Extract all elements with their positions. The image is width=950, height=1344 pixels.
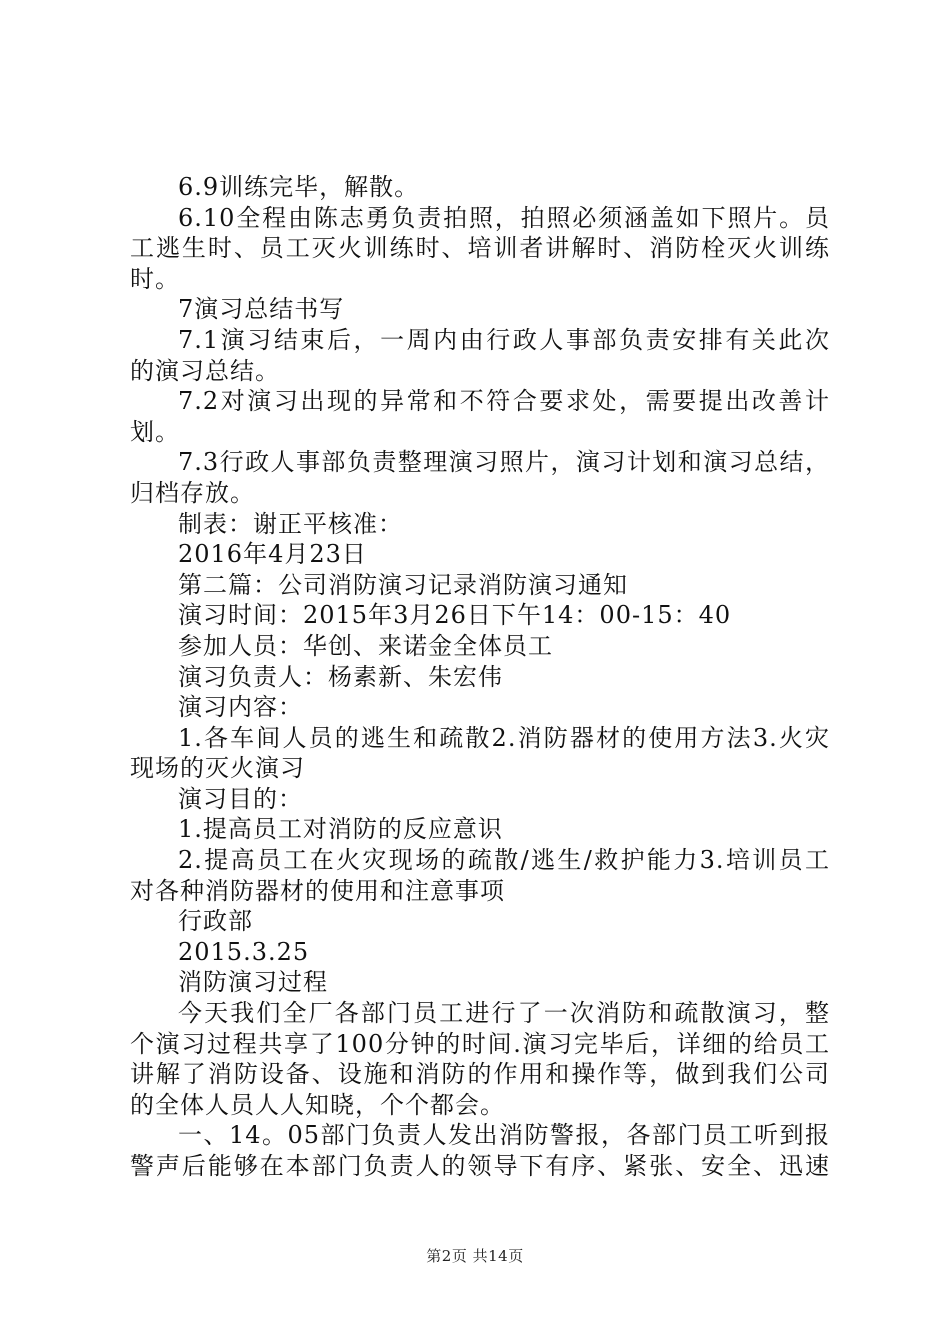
page-number-footer: 第2页 共14页 [426,1247,524,1265]
text-line: 对各种消防器材的使用和注意事项 [130,876,505,905]
text-line: 时。 [130,264,180,293]
text-line: 第二篇：公司消防演习记录消防演习通知 [178,570,628,599]
text-line: 7.1演习结束后，一周内由行政人事部负责安排有关此次 [178,325,830,354]
text-line: 一、14。05部门负责人发出消防警报，各部门员工听到报 [178,1121,830,1150]
text-line: 讲解了消防设备、设施和消防的作用和操作等，做到我们公司 [130,1060,830,1089]
text-line: 演习时间：2015年3月26日下午14：00-15：40 [178,601,732,630]
text-line: 今天我们全厂各部门员工进行了一次消防和疏散演习，整 [178,999,830,1028]
text-line: 的全体人员人人知晓，个个都会。 [130,1090,505,1119]
text-line: 行政部 [178,907,253,936]
text-line: 6.10全程由陈志勇负责拍照，拍照必须涵盖如下照片。员 [178,203,830,232]
text-line: 演习目的： [178,784,303,813]
text-line: 个演习过程共享了100分钟的时间.演习完毕后，详细的给员工 [130,1029,830,1058]
text-line: 6.9训练完毕，解散。 [178,173,420,201]
text-line: 消防演习过程 [178,968,328,997]
text-line: 警声后能够在本部门负责人的领导下有序、紧张、安全、迅速 [130,1152,830,1180]
document-body [130,172,830,1182]
text-line: 7.2对演习出现的异常和不符合要求处，需要提出改善计 [178,387,830,416]
text-line: 演习内容： [178,693,303,722]
text-line: 制表：谢正平核准： [178,509,403,538]
text-line: 7演习总结书写 [178,295,345,324]
text-line: 划。 [130,417,180,446]
text-line: 现场的灭火演习 [130,754,305,783]
text-line: 1.提高员工对消防的反应意识 [178,815,503,844]
text-line: 2015.3.25 [178,937,310,966]
text-line: 工逃生时、员工灭火训练时、培训者讲解时、消防栓灭火训练 [130,234,830,263]
text-line: 的演习总结。 [130,356,280,385]
text-line: 1.各车间人员的逃生和疏散2.消防器材的使用方法3.火灾 [178,723,830,752]
text-line: 演习负责人：杨素新、朱宏伟 [178,662,503,691]
text-line: 7.3行政人事部负责整理演习照片，演习计划和演习总结， [178,448,830,477]
text-line: 归档存放。 [130,478,255,507]
text-line: 2.提高员工在火灾现场的疏散/逃生/救护能力3.培训员工 [178,846,830,875]
text-line: 参加人员：华创、来诺金全体员工 [178,631,553,660]
text-line: 2016年4月23日 [178,540,367,569]
